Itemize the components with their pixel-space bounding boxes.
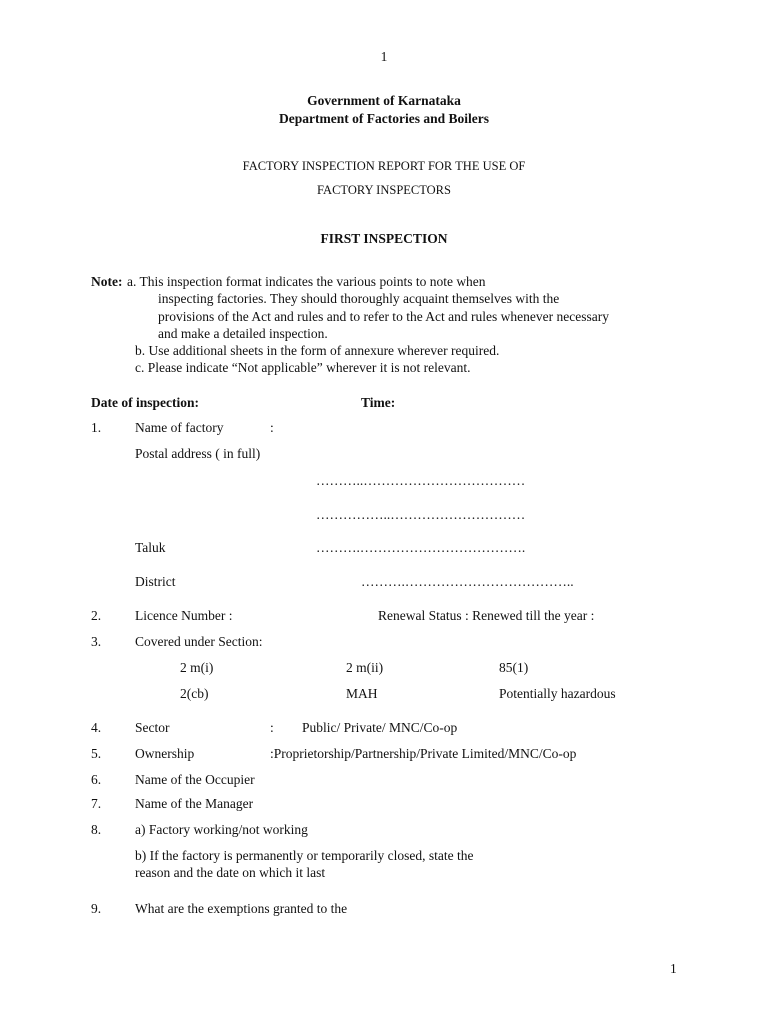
item3-number: 3. [91,634,102,649]
exemptions-label: What are the exemptions granted to the [135,901,348,916]
factory-closed-line1: b) If the factory is permanently or temporarily closed, state the [135,848,474,863]
licence-number-label: Licence Number : [135,608,233,623]
item7-number: 7. [91,796,102,811]
page-number-top: 1 [380,49,388,64]
note-b: b. Use additional sheets in the form of annexure wherever required. [135,343,500,358]
item1-number: 1. [91,420,102,435]
item5-number: 5. [91,746,102,761]
postal-address-dots-2: ……………..………………………… [316,507,526,522]
section-option: 85(1) [499,660,529,675]
page-number-bottom: 1 [670,961,677,976]
taluk-label: Taluk [135,540,166,555]
section-option: MAH [346,686,378,701]
covered-section-label: Covered under Section: [135,634,263,649]
district-dots: ……….……………………………….. [361,574,574,589]
note-a-line4: and make a detailed inspection. [158,326,328,341]
sector-label: Sector [135,720,170,735]
section-option: 2 m(i) [180,660,214,675]
department-title: Department of Factories and Boilers [279,111,489,126]
item2-number: 2. [91,608,102,623]
postal-address-label: Postal address ( in full) [135,446,261,461]
taluk-dots: ……….………………………………. [316,540,526,555]
item8-number: 8. [91,822,102,837]
section-option: Potentially hazardous [499,686,616,701]
factory-closed-line2: reason and the date on which it last [135,865,326,880]
government-title: Government of Karnataka [307,93,461,108]
item6-number: 6. [91,772,102,787]
note-a-line1: a. This inspection format indicates the various points to note when [127,274,486,289]
sector-colon: : [270,720,274,735]
report-title-line1: FACTORY INSPECTION REPORT FOR THE USE OF [242,159,526,173]
section-option: 2 m(ii) [346,660,384,675]
sector-value: Public/ Private/ MNC/Co-op [302,720,458,735]
occupier-label: Name of the Occupier [135,772,255,787]
date-label: Date of inspection: [91,395,199,410]
factory-name-label: Name of factory [135,420,224,435]
ownership-label: Ownership [135,746,195,761]
district-label: District [135,574,176,589]
manager-label: Name of the Manager [135,796,254,811]
report-title-line2: FACTORY INSPECTORS [317,183,451,197]
note-label: Note: [91,274,123,289]
note-c: c. Please indicate “Not applicable” wherever it is not relevant. [135,360,471,375]
item9-number: 9. [91,901,102,916]
factory-name-colon: : [270,420,274,435]
postal-address-dots-1: ………..……………………………… [316,473,526,488]
section-heading: FIRST INSPECTION [320,231,448,246]
renewal-status-label: Renewal Status : Renewed till the year : [378,608,595,623]
note-a-line2: inspecting factories. They should thoroughly acquaint themselves with the [158,291,560,306]
item4-number: 4. [91,720,102,735]
ownership-value: :Proprietorship/Partnership/Private Limited/MNC/Co-op [270,746,577,761]
section-option: 2(cb) [180,686,209,701]
note-a-line3: provisions of the Act and rules and to refer to the Act and rules whenever necessary [158,309,609,324]
time-label: Time: [361,395,396,410]
factory-working-label: a) Factory working/not working [135,822,308,837]
